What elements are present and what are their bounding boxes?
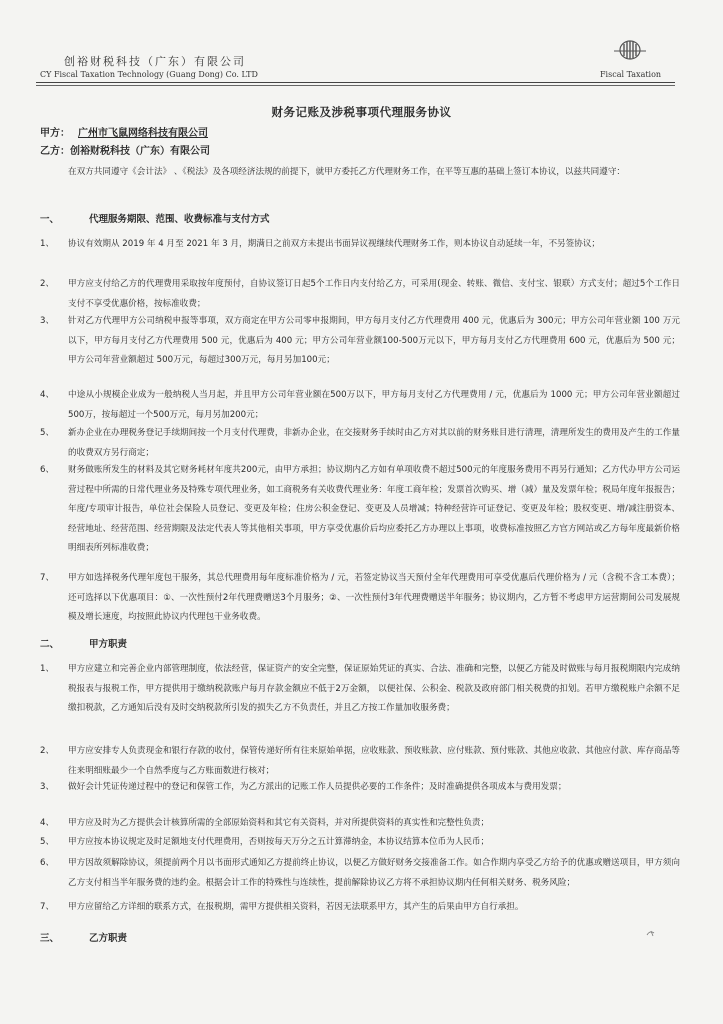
company-name-cn: 创裕财税科技（广东）有限公司 <box>64 55 246 68</box>
party-b-name: 创裕财税科技（广东）有限公司 <box>70 146 210 157</box>
section-2-number: 二、 <box>40 639 60 650</box>
document-title: 财务记账及涉税事项代理服务协议 <box>271 105 452 119</box>
s1-item-1-text: 协议有效期从 2019 年 4 月至 2021 年 3 月，期满日之前双方未提出书面异议视继续代理财务工作，则本协议自动延续一年，不另签协议； <box>68 239 601 249</box>
s1-item-4-text: 中途从小规模企业成为一般纳税人当月起，并且甲方公司年营业额在500万以下，甲方每月支付乙方代理费用 / 元，优惠后为 1000 元；甲方公司年营业额超过500万，按每超过一个500万元，每月另加200元； <box>68 390 680 420</box>
s1-item-6-number: 6、 <box>40 465 55 475</box>
company-logo-icon <box>612 36 648 66</box>
s1-item-1-number: 1、 <box>40 239 55 249</box>
s2-item-3-number: 3、 <box>40 782 55 792</box>
s1-item-5-number: 5、 <box>40 428 55 438</box>
section-1-title: 代理服务期限、范围、收费标准与支付方式 <box>89 214 270 225</box>
s2-item-7-text: 甲方应留给乙方详细的联系方式，在报税期，需甲方提供相关资料，若因无法联系甲方，其产生的后果由甲方自行承担。 <box>68 902 524 912</box>
s2-item-7-number: 7、 <box>40 902 55 912</box>
s2-item-2-number: 2、 <box>40 746 55 756</box>
s1-item-6-text: 财务做账所发生的材料及其它财务耗材年度共200元，由甲方承担；协议期内乙方如有单项收费不超过500元的年度服务费用不再另行通知；乙方代办甲方公司运营过程中所需的日常代理业务及特殊专项代理业务，如工商税务有关收费代理业务：年度工商年检；发票首次购买、增（减）量及发票年检；税局年度年报报告；年度/专项审计报告，单位社会保险人员登记、变更及年检；住房公积金登记、变更及人员增减；特种经营许可证登记、变更及年检；股权变更、增/减注册资本、经营地址、经营范围、经营期限及法定代表人等其他相关事项，甲方享受优惠价后均应委托乙方办理以上事项，收费标准按照乙方官方网站或乙方每年度最新价格明细表所列标准收费； <box>68 465 680 553</box>
party-b-label: 乙方： <box>40 146 70 157</box>
s2-item-3-text: 做好会计凭证传递过程中的登记和保管工作，为乙方派出的记账工作人员提供必要的工作条件；及时准确提供各项成本与费用发票； <box>68 782 567 792</box>
intro-paragraph: 在双方共同遵守《会计法》 、《税法》及各项经济法规的前提下，就甲方委托乙方代理财务工作，在平等互惠的基础上签订本协议，以兹共同遵守： <box>68 167 626 177</box>
s1-item-3-text: 针对乙方代理甲方公司纳税申报等事项，双方商定在甲方公司零申报期间，甲方每月支付乙方代理费用 400 元，优惠后为 300元；甲方公司年营业额 100 万元以下，甲方每月支付乙方代理费用 500 元，优惠后为 400 元；甲方公司年营业额100-500万元以下，甲方每月支付乙方代理费用 600 元，优惠后为 500 元；甲方公司年营业额超过 500万元，每超过300万元，每月另加100元； <box>68 316 680 365</box>
s2-item-1-number: 1、 <box>40 664 55 674</box>
s1-item-7-text: 甲方如选择税务代理年度包干服务，其总代理费用每年度标准价格为 / 元，若签定协议当天预付全年代理费用可享受优惠后代理价格为 / 元（含税不含工本费）；还可选择以下优惠项目：①、一次性预付2年代理费赠送3个月服务；②、一次性预付3年代理费赠送半年服务；协议期内，乙方暂不考虑甲方运营期间公司发展规模及增长速度，均按照此协议内代理包干业务收费。 <box>68 573 680 622</box>
header-divider <box>36 82 675 83</box>
section-2-heading <box>40 636 127 650</box>
section-2-title: 甲方职责 <box>89 639 128 650</box>
pen-mark-icon <box>646 928 656 938</box>
s2-item-4-text: 甲方应及时为乙方提供会计核算所需的全部原始资料和其它有关资料，并对所提供资料的真实性和完整性负责； <box>68 818 490 828</box>
header-divider-thin <box>36 85 675 86</box>
s1-item-4-number: 4、 <box>40 390 55 400</box>
section-3-heading <box>40 930 127 944</box>
brand-en: Fiscal Taxation <box>600 70 662 79</box>
section-3-title: 乙方职责 <box>89 933 128 944</box>
party-b <box>40 142 210 157</box>
s1-item-7-number: 7、 <box>40 573 55 583</box>
s2-item-6-number: 6、 <box>40 858 55 868</box>
party-a-label: 甲方： <box>40 128 70 139</box>
party-a <box>40 124 208 139</box>
s2-item-2-text: 甲方应安排专人负责现金和银行存款的收付，保管传递好所有往来原始单据，应收账款、预收账款、应付账款、预付账款、其他应收款、其他应付款、库存商品等往来明细账最少一个自然季度与乙方账面数进行核对； <box>68 746 680 776</box>
s1-item-3-number: 3、 <box>40 316 55 326</box>
s2-item-5-number: 5、 <box>40 837 55 847</box>
section-3-number: 三、 <box>40 933 60 944</box>
s1-item-2-text: 甲方应支付给乙方的代理费用采取按年度预付，自协议签订日起5个工作日内支付给乙方，可采用(现金、转账、微信、支付宝、银联）方式支付；超过5个工作日支付不享受优惠价格，按标准收费； <box>68 279 680 309</box>
s1-item-2-number: 2、 <box>40 279 55 289</box>
section-1-number: 一、 <box>40 214 60 225</box>
s1-item-5-text: 新办企业在办理税务登记手续期间按一个月支付代理费，非新办企业，在交接财务手续时由乙方对其以前的财务账目进行清理，清理所发生的费用及产生的工作量的收费双方另行商定； <box>68 428 680 458</box>
party-a-name: 广州市飞鼠网络科技有限公司 <box>78 128 208 139</box>
s2-item-5-text: 甲方应按本协议规定及时足额地支付代理费用，否则按每天万分之五计算滞纳金，本协议结算本位币为人民币； <box>68 837 490 847</box>
section-1-heading <box>40 211 270 225</box>
s2-item-1-text: 甲方应建立和完善企业内部管理制度，依法经营，保证资产的安全完整，保证原始凭证的真实、合法、准确和完整，以便乙方能及时做账与每月报税期限内完成纳税报表与报税工作，甲方提供用于缴纳税款账户每月存款金额应不低于2万金额， 以便社保、公积金、税款及政府部门相关税费的扣划。若甲方缴税账户余额不足缴扣税款，乙方通知后没有及时交纳税款所引发的损失乙方不负责任，并且乙方按工作量加收服务费； <box>68 664 680 713</box>
s2-item-4-number: 4、 <box>40 818 55 828</box>
company-name-en: CY Fiscal Taxation Technology (Guang Dong) Co. LTD <box>40 70 258 79</box>
s2-item-6-text: 甲方因故须解除协议，须提前两个月以书面形式通知乙方提前终止协议，以便乙方做好财务交接准备工作。如合作期内享受乙方给予的优惠或赠送项目，甲方须向乙方支付相当半年服务费的违约金。根据会计工作的特殊性与连续性，提前解除协议乙方将不承担协议期内任何相关财务、税务风险； <box>68 858 680 888</box>
